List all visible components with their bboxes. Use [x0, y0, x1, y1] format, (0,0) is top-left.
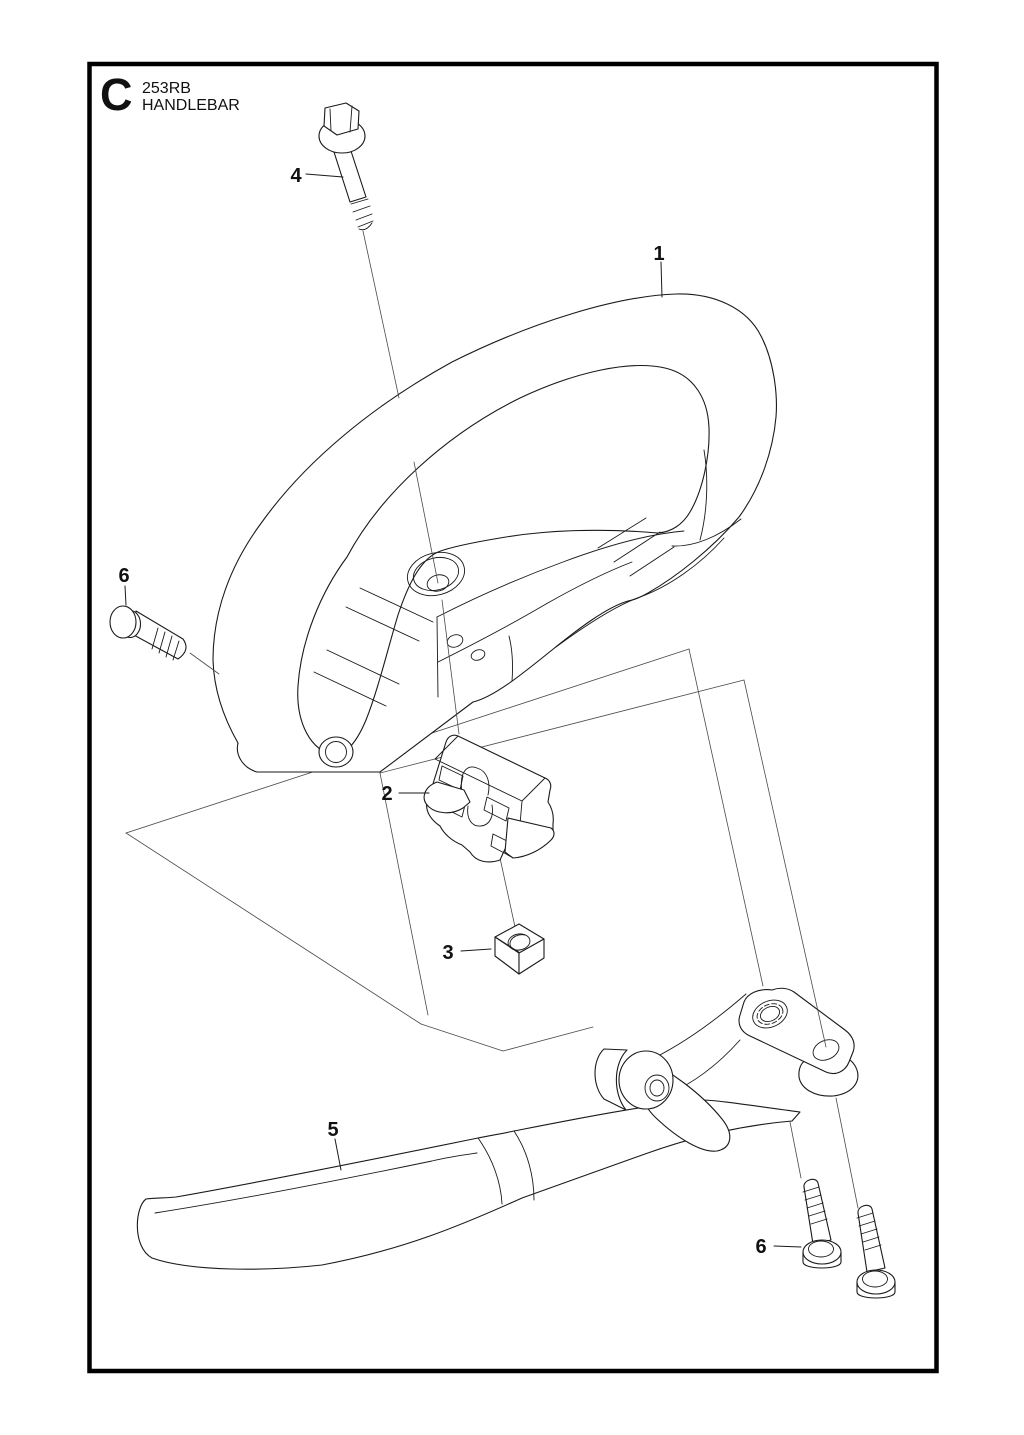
screw-axis-lines [744, 680, 858, 1208]
callout-2[interactable]: 2 [381, 783, 393, 805]
callout-6-bottom[interactable]: 6 [755, 1236, 767, 1258]
section-letter: C [100, 69, 133, 120]
part-square-nut[interactable] [495, 924, 544, 974]
leader-4 [306, 174, 343, 177]
part-handlebar-loop[interactable] [213, 294, 776, 772]
page-title: HANDLEBAR [142, 97, 240, 114]
part-lower-handle[interactable] [137, 988, 858, 1269]
header [100, 69, 240, 120]
callout-1[interactable]: 1 [653, 243, 665, 265]
callout-4[interactable]: 4 [290, 165, 302, 187]
callout-5[interactable]: 5 [327, 1119, 339, 1141]
leader-3 [461, 949, 491, 951]
part-clamp-block[interactable] [424, 735, 554, 862]
model-number: 253RB [142, 80, 191, 97]
leader-6-bottom [774, 1246, 801, 1247]
callout-6-left[interactable]: 6 [118, 565, 130, 587]
part-screws-bottom[interactable] [803, 1179, 895, 1298]
bracket-plate [739, 988, 854, 1073]
leader-1 [661, 262, 662, 297]
leader-6-left [125, 586, 126, 605]
leader-5 [335, 1139, 341, 1170]
part-screw-left[interactable] [110, 606, 219, 674]
callout-3[interactable]: 3 [442, 942, 454, 964]
clamp-lug [619, 1051, 673, 1109]
part-flange-bolt[interactable] [319, 103, 373, 230]
